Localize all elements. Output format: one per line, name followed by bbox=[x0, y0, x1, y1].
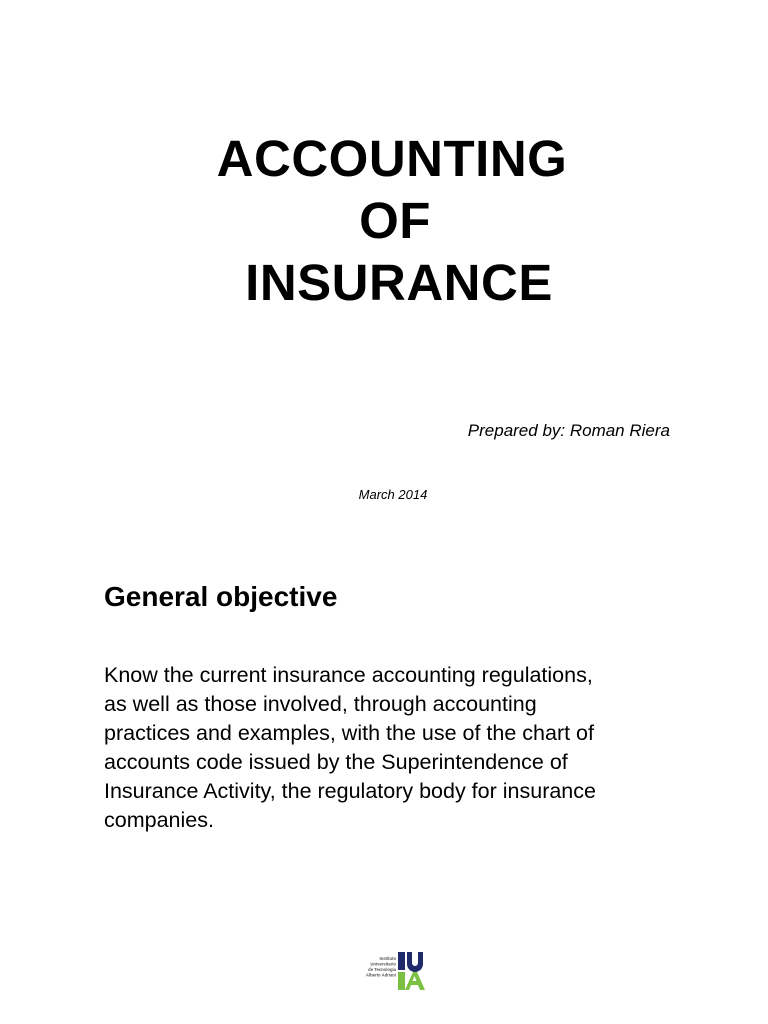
logo-green-block bbox=[398, 972, 405, 990]
logo-caption-line: de Tecnología bbox=[368, 967, 396, 972]
institution-logo bbox=[358, 950, 432, 992]
document-title bbox=[0, 128, 768, 314]
body-line: accounts code issued by the Superintendence of bbox=[104, 750, 568, 774]
body-line: as well as those involved, through accounting bbox=[104, 692, 537, 716]
logo-letter-a bbox=[405, 972, 425, 990]
title-line-1: ACCOUNTING bbox=[216, 130, 568, 187]
body-line: Insurance Activity, the regulatory body for insurance bbox=[104, 779, 596, 803]
title-line-2: OF bbox=[359, 192, 431, 249]
logo-caption-line: Alberto Adriani bbox=[365, 972, 396, 978]
logo-letter-i bbox=[398, 952, 405, 970]
logo-caption-line: Universitario bbox=[370, 961, 396, 967]
section-body bbox=[104, 661, 684, 835]
title-line-3: INSURANCE bbox=[245, 254, 553, 311]
body-line: practices and examples, with the use of the chart of bbox=[104, 721, 594, 745]
section-heading: General objective bbox=[104, 581, 338, 612]
document-date: March 2014 bbox=[358, 487, 428, 502]
logo-caption bbox=[366, 956, 397, 978]
body-line: companies. bbox=[104, 808, 214, 832]
logo-caption-line: Instituto bbox=[379, 956, 396, 961]
logo-letter-u bbox=[407, 952, 423, 972]
body-line: Know the current insurance accounting regulations, bbox=[104, 663, 593, 687]
prepared-by: Prepared by: Roman Riera bbox=[467, 421, 670, 440]
